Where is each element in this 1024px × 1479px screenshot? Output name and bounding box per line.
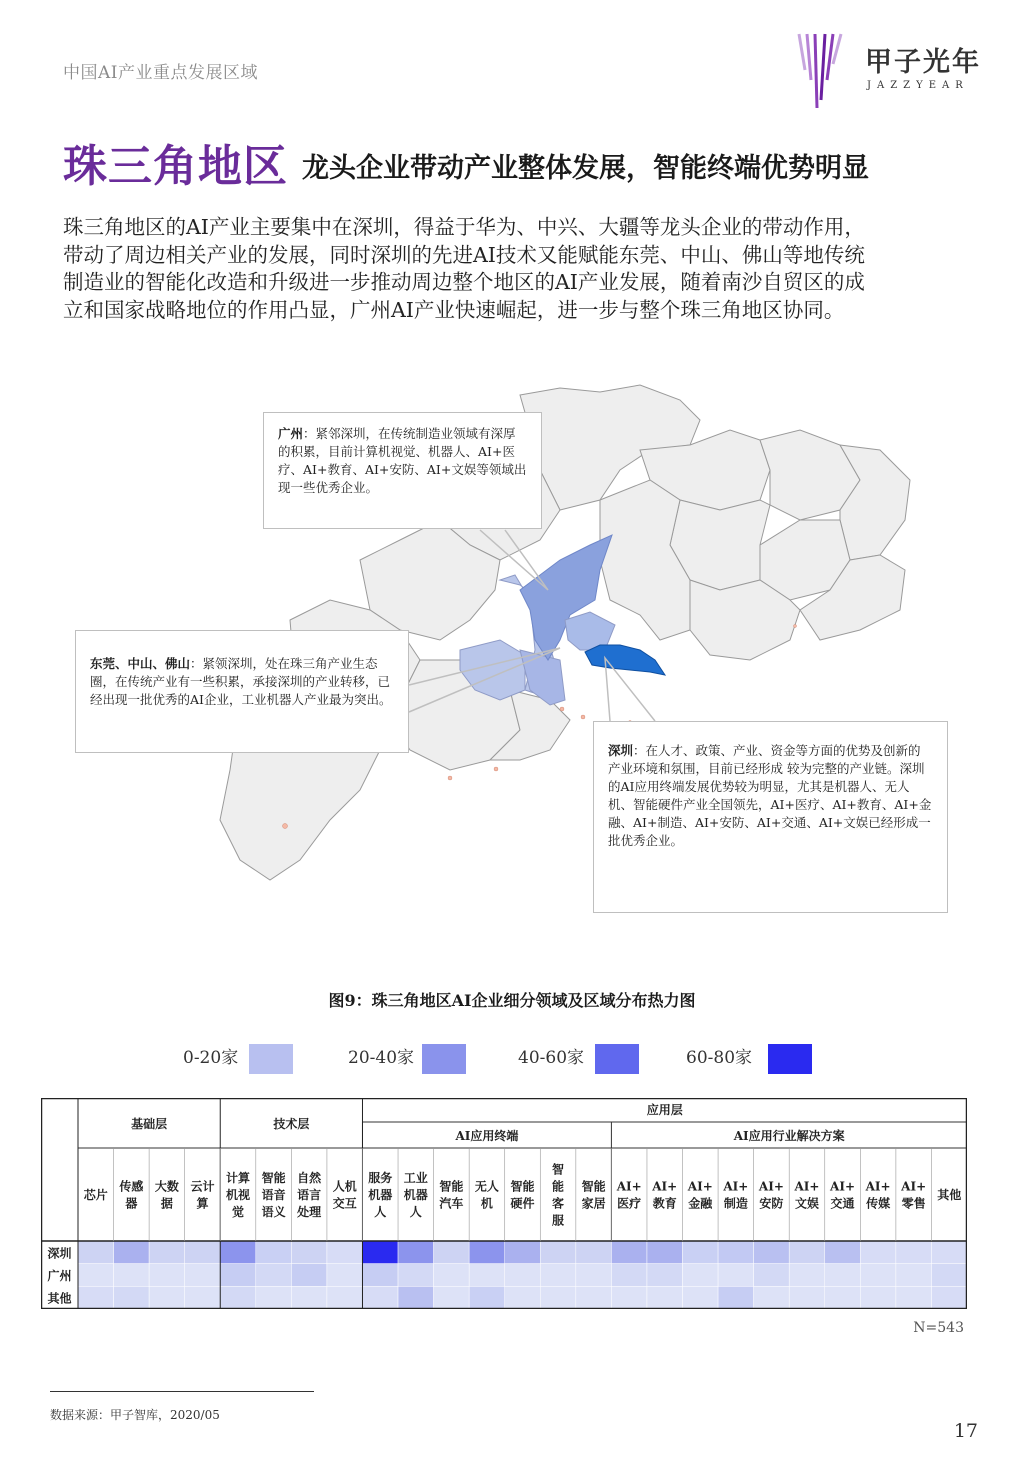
legend-swatch xyxy=(249,1044,293,1074)
heatmap-cell xyxy=(469,1286,505,1309)
heatmap-cell xyxy=(256,1264,292,1287)
heatmap-cell xyxy=(220,1286,256,1309)
heatmap-cell xyxy=(114,1241,150,1264)
heatmap-column-label: 计算 xyxy=(226,1171,251,1185)
heatmap-cell xyxy=(825,1286,861,1309)
heatmap-cell xyxy=(291,1264,327,1287)
heatmap-cell xyxy=(683,1264,719,1287)
logo-name-en: JAZZYEAR xyxy=(867,80,969,91)
brand-logo xyxy=(795,30,985,110)
heatmap-column-label: 传媒 xyxy=(866,1196,891,1211)
heatmap-column-label: 传感 xyxy=(119,1179,144,1194)
heatmap-cell xyxy=(220,1264,256,1287)
heatmap-cell xyxy=(291,1241,327,1264)
heatmap-cell xyxy=(505,1264,541,1287)
heatmap-cell xyxy=(327,1286,363,1309)
heatmap-column-label: 处理 xyxy=(297,1205,322,1219)
heatmap-column-label: AI+ xyxy=(687,1179,713,1194)
callout-guangzhou-name: 广州 xyxy=(278,426,304,441)
legend-swatch xyxy=(422,1044,466,1074)
intro-line: 制造业的智能化改造和升级进一步推动周边整个地区的AI产业发展，随着南沙自贸区的成 xyxy=(63,270,865,294)
heatmap-cell xyxy=(540,1241,576,1264)
logo-mark-icon xyxy=(795,30,855,110)
heatmap-cell xyxy=(327,1241,363,1264)
heatmap-cell xyxy=(683,1241,719,1264)
heatmap-column-label: AI+ xyxy=(830,1179,856,1194)
heatmap-subgroup-label: AI应用行业解决方案 xyxy=(733,1129,845,1143)
heatmap-column-label: AI+ xyxy=(758,1179,784,1194)
heatmap-column-label: 金融 xyxy=(688,1196,713,1211)
heatmap-column-label: 安防 xyxy=(759,1196,784,1211)
heatmap-subgroup-label: AI应用终端 xyxy=(455,1129,519,1143)
heatmap-cell xyxy=(114,1264,150,1287)
heatmap-column-label: 自然 xyxy=(297,1171,322,1185)
intro-line: 立和国家战略地位的作用凸显，广州AI产业快速崛起，进一步与整个珠三角地区协同。 xyxy=(63,297,845,322)
heatmap-cell xyxy=(718,1241,754,1264)
heatmap-cell xyxy=(860,1286,896,1309)
heatmap-cell xyxy=(434,1286,470,1309)
legend-label: 0-20家 xyxy=(183,1048,239,1068)
heatmap-table xyxy=(41,1098,967,1309)
heatmap-column-label: AI+ xyxy=(652,1179,678,1194)
heatmap-cell xyxy=(647,1286,683,1309)
heatmap-column-label: 客 xyxy=(552,1196,565,1211)
heatmap-cell xyxy=(185,1264,221,1287)
legend-swatch xyxy=(768,1044,812,1074)
heatmap-cell xyxy=(469,1241,505,1264)
heatmap-cell xyxy=(825,1241,861,1264)
heatmap-column-label: 云计 xyxy=(190,1179,215,1194)
heatmap-column-label: 语言 xyxy=(297,1188,322,1202)
heatmap-cell xyxy=(434,1264,470,1287)
heatmap-column-label: 芯片 xyxy=(83,1188,108,1202)
page-subtitle: 龙头企业带动产业整体发展，智能终端优势明显 xyxy=(302,153,869,184)
heatmap-column-label: 智能 xyxy=(261,1171,286,1185)
heatmap-cell xyxy=(78,1264,114,1287)
heatmap-row-label: 广州 xyxy=(47,1269,72,1283)
heatmap-column-label: 人 xyxy=(374,1205,387,1219)
heatmap-cell xyxy=(611,1264,647,1287)
heatmap-cell xyxy=(291,1286,327,1309)
heatmap-cell xyxy=(754,1264,790,1287)
legend-label: 40-60家 xyxy=(518,1048,585,1068)
heatmap-cell xyxy=(931,1286,967,1309)
heatmap-cell xyxy=(540,1286,576,1309)
heatmap-cell xyxy=(398,1241,434,1264)
callout-dongguan-text: ：紧领深圳，处在珠三角产业生态圈，在传统产业有一些积累，承接深圳的产业转移，已经出现一批优秀的AI企业，工业机器人产业最为突出。 xyxy=(90,656,392,707)
heatmap-column-label: 语义 xyxy=(261,1205,286,1219)
heatmap-cell xyxy=(576,1286,612,1309)
heatmap-cell xyxy=(327,1264,363,1287)
heatmap-column-label: AI+ xyxy=(901,1179,927,1194)
heatmap-row-label: 其他 xyxy=(47,1291,72,1306)
heatmap-cell xyxy=(434,1241,470,1264)
callout-shenzhen xyxy=(593,721,948,913)
heatmap-column-label: 其他 xyxy=(937,1188,962,1202)
heatmap-column-label: 据 xyxy=(160,1196,173,1211)
page-category: 中国AI产业重点发展区域 xyxy=(63,63,258,83)
heatmap-cell xyxy=(611,1286,647,1309)
heatmap-cell xyxy=(789,1241,825,1264)
heatmap-cell xyxy=(611,1241,647,1264)
map-region-shenzhen xyxy=(585,645,665,675)
heatmap-column-label: 机 xyxy=(480,1196,493,1211)
heatmap-cell xyxy=(789,1286,825,1309)
callout-dongguan-name: 东莞、中山、佛山 xyxy=(90,656,191,671)
heatmap-column-label: 制造 xyxy=(723,1196,748,1211)
heatmap-cell xyxy=(540,1264,576,1287)
footnote-divider xyxy=(50,1391,314,1392)
heatmap-group-label: 应用层 xyxy=(646,1103,683,1117)
page-number: 17 xyxy=(953,1420,978,1442)
heatmap-cell xyxy=(718,1264,754,1287)
callout-shenzhen-name: 深圳 xyxy=(608,743,634,758)
heatmap-row-label: 深圳 xyxy=(47,1246,72,1261)
heatmap-column-label: 大数 xyxy=(154,1179,179,1194)
heatmap-column-label: 交互 xyxy=(332,1196,357,1211)
sample-size-note: N=543 xyxy=(913,1320,964,1336)
heatmap-column-label: 算 xyxy=(196,1196,209,1211)
heatmap-column-label: 服 xyxy=(552,1213,565,1228)
heatmap-column-label: 服务 xyxy=(368,1171,393,1185)
heatmap-column-label: 无人 xyxy=(474,1179,499,1194)
heatmap-cell xyxy=(896,1286,932,1309)
heatmap-cell xyxy=(256,1241,292,1264)
heatmap-column-label: 人 xyxy=(409,1205,422,1219)
heatmap-cell xyxy=(860,1264,896,1287)
legend-label: 60-80家 xyxy=(686,1048,753,1068)
heatmap-cell xyxy=(647,1241,683,1264)
heatmap-column-label: 零售 xyxy=(901,1196,926,1211)
heatmap-cell xyxy=(362,1286,398,1309)
heatmap-column-label: 家居 xyxy=(581,1196,606,1211)
heatmap-cell xyxy=(114,1286,150,1309)
heatmap-cell xyxy=(78,1241,114,1264)
heatmap-cell xyxy=(931,1264,967,1287)
heatmap-column-label: AI+ xyxy=(723,1179,749,1194)
heatmap-cell xyxy=(149,1264,185,1287)
heatmap-column-label: 智能 xyxy=(581,1179,606,1194)
heatmap-column-label: 觉 xyxy=(232,1205,245,1219)
callout-shenzhen-text: ：在人才、政策、产业、资金等方面的优势及创新的产业环境和氛围，目前已经形成 较为完整的产业链。深圳的AI应用终端发展优势较为明显，尤其是机器人、无人机、智能硬件产业全国领先，AI+医疗、AI+教育、AI+金融、AI+制造、AI+安防、AI+交通、AI+文娱已经形成一批优秀企业。 xyxy=(608,743,932,848)
heatmap-cell xyxy=(576,1264,612,1287)
map-region-dongguan xyxy=(565,612,615,650)
heatmap-column-label: 能 xyxy=(552,1179,565,1194)
heatmap-cell xyxy=(469,1264,505,1287)
heatmap-column-label: 机器 xyxy=(368,1188,393,1202)
heatmap-column-label: 机器 xyxy=(403,1188,428,1202)
heatmap-cell xyxy=(505,1241,541,1264)
callout-dongguan-zhongshan-foshan xyxy=(75,630,409,753)
heatmap-cell xyxy=(718,1286,754,1309)
heatmap-cell xyxy=(256,1286,292,1309)
heatmap-cell xyxy=(362,1264,398,1287)
heatmap-column-label: 汽车 xyxy=(439,1196,464,1211)
callout-guangzhou-text: ：紧邻深圳，在传统制造业领域有深厚的积累，目前计算机视觉、机器人、AI+医疗、AI+教育、AI+安防、AI+文娱等领域出现一些优秀企业。 xyxy=(278,426,527,495)
heatmap-column-label: 交通 xyxy=(830,1196,855,1211)
heatmap-column-label: 智能 xyxy=(510,1179,535,1194)
heatmap-cell xyxy=(860,1241,896,1264)
intro-line: 珠三角地区的AI产业主要集中在深圳，得益于华为、中兴、大疆等龙头企业的带动作用， xyxy=(63,215,865,239)
heatmap-cell xyxy=(149,1241,185,1264)
heatmap-column-label: AI+ xyxy=(865,1179,891,1194)
heatmap-cell xyxy=(754,1286,790,1309)
heatmap-cell xyxy=(931,1241,967,1264)
heatmap-cell xyxy=(505,1286,541,1309)
heatmap-cell xyxy=(896,1264,932,1287)
heatmap-column-label: 医疗 xyxy=(617,1196,642,1211)
page-title: 珠三角地区 xyxy=(63,141,288,192)
heatmap-cell xyxy=(896,1241,932,1264)
heatmap-cell xyxy=(220,1241,256,1264)
heatmap-cell xyxy=(647,1264,683,1287)
heatmap-cell xyxy=(576,1241,612,1264)
heatmap-column-label: 智 xyxy=(552,1162,565,1177)
map-region-center-east xyxy=(600,480,690,640)
logo-name-zh: 甲子光年 xyxy=(865,47,981,78)
heatmap-cell xyxy=(185,1241,221,1264)
heatmap-column-label: 硬件 xyxy=(510,1196,535,1211)
heatmap-column-label: 机视 xyxy=(226,1188,251,1202)
heatmap-cell xyxy=(185,1286,221,1309)
heatmap-column-label: AI+ xyxy=(616,1179,642,1194)
map-region-east-2 xyxy=(840,445,910,560)
heatmap-cell xyxy=(362,1241,398,1264)
intro-line: 带动了周边相关产业的发展，同时深圳的先进AI技术又能赋能东莞、中山、佛山等地传统 xyxy=(63,242,865,267)
heatmap-group-label: 基础层 xyxy=(131,1117,168,1131)
heatmap-group-label: 技术层 xyxy=(273,1117,310,1131)
figure-title: 图9：珠三角地区AI企业细分领域及区域分布热力图 xyxy=(328,991,696,1010)
heatmap-column-label: 器 xyxy=(125,1196,138,1211)
heatmap-column-label: 文娱 xyxy=(794,1196,819,1211)
data-source: 数据来源：甲子智库，2020/05 xyxy=(50,1408,220,1422)
legend-label: 20-40家 xyxy=(348,1048,415,1068)
callout-guangzhou xyxy=(263,412,542,529)
heatmap-cell xyxy=(754,1241,790,1264)
intro-paragraph xyxy=(63,214,963,324)
heatmap-cell xyxy=(398,1264,434,1287)
heatmap-column-label: 工业 xyxy=(403,1171,428,1185)
heatmap-column-label: 语音 xyxy=(261,1188,286,1202)
legend-swatch xyxy=(595,1044,639,1074)
heatmap-column-label: 教育 xyxy=(652,1196,677,1211)
heatmap-cell xyxy=(789,1264,825,1287)
heatmap-column-label: 智能 xyxy=(439,1179,464,1194)
heatmap-cell xyxy=(78,1286,114,1309)
heatmap-column-label: 人机 xyxy=(332,1179,357,1194)
heatmap-cell xyxy=(683,1286,719,1309)
heatmap-cell xyxy=(398,1286,434,1309)
heatmap-column-label: AI+ xyxy=(794,1179,820,1194)
heatmap-cell xyxy=(825,1264,861,1287)
heatmap-cell xyxy=(149,1286,185,1309)
